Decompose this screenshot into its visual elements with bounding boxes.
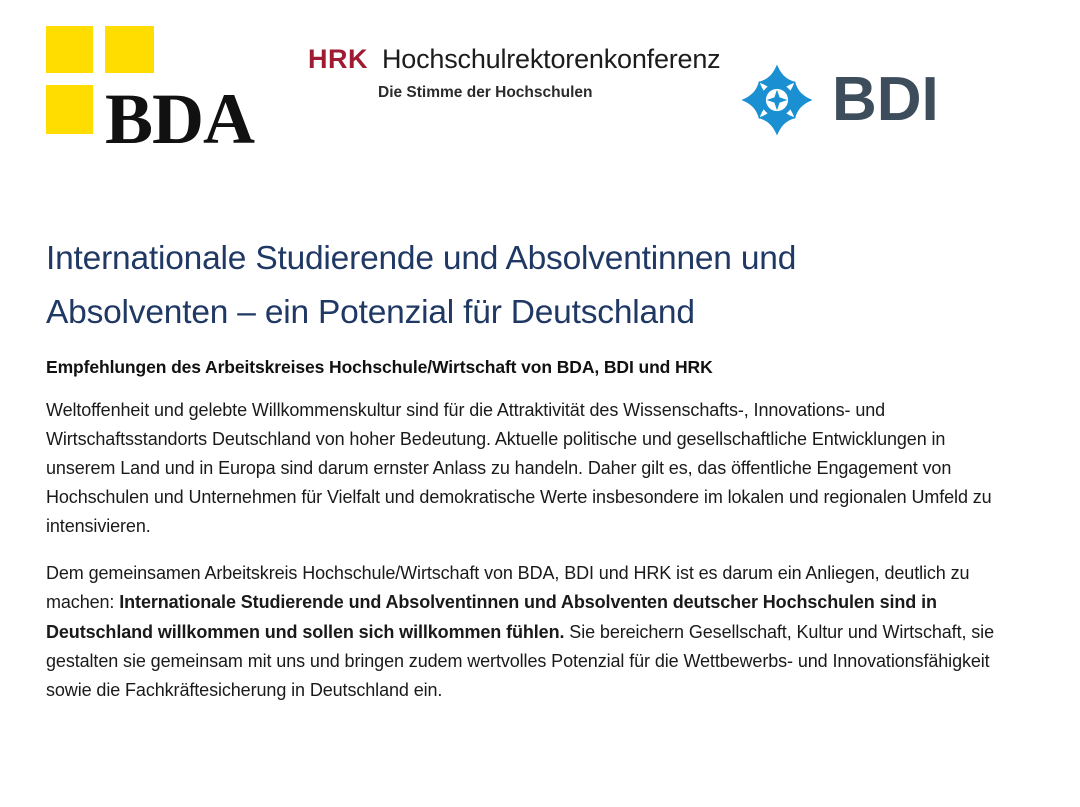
body-paragraph: Dem gemeinsamen Arbeitskreis Hochschule/Wirtschaft von BDA, BDI und HRK ist es darum ein Anliegen, deutlich zu machen: Internationale Studierende und Absolventinnen und Absolventen deutscher Hochschulen sind in Deutschland willkommen und sollen sich willkommen fühlen. Sie bereichern Gesellschaft, Kultur und Wirtschaft, sie gestalten sie gemeinsam mit uns und bringen zudem wertvolles Potenzial für die Wettbewerbs- und Innovationsfähigkeit sowie die Fachkräftesicherung in Deutschland ein.: [46, 563, 994, 700]
hrk-tagline: Die Stimme der Hochschulen: [378, 84, 593, 101]
bdi-snowflake-icon: [740, 63, 814, 137]
hrk-mark: HRK: [308, 44, 368, 74]
bda-square-top-right: [105, 26, 154, 73]
bda-square-bottom-left: [46, 85, 93, 134]
page-title: Internationale Studierende und Absolventinnen und Absolventen – ein Potenzial für Deutschland: [46, 240, 797, 332]
hrk-logo: [308, 44, 721, 114]
hrk-name: Hochschulrektorenkonferenz: [382, 44, 721, 74]
logo-header: [0, 0, 1080, 190]
bda-square-top-left: [46, 26, 93, 73]
hrk-primary-line: [308, 44, 721, 75]
paragraph-list: [46, 396, 1016, 706]
body-paragraph: Weltoffenheit und gelebte Willkommenskultur sind für die Attraktivität des Wissenschafts-, Innovations- und Wirtschaftsstandorts Deutschland von hoher Bedeutung. Aktuelle politische und gesellschaftliche Entwicklungen in unserem Land und in Europa sind darum ernster Anlass zu handeln. Daher gilt es, das öffentliche Engagement von Hochschulen und Unternehmen für Vielfalt und demokratische Werte insbesondere im lokalen und regionalen Umfeld zu intensivieren.: [46, 399, 992, 537]
bdi-wordmark: BDI: [832, 65, 939, 134]
document-content: [46, 232, 1016, 705]
bda-logo: [46, 26, 256, 159]
bdi-logo: [740, 62, 1025, 138]
bda-wordmark: BDA: [105, 79, 255, 159]
page-subtitle: Empfehlungen des Arbeitskreises Hochschule/Wirtschaft von BDA, BDI und HRK: [46, 356, 713, 377]
